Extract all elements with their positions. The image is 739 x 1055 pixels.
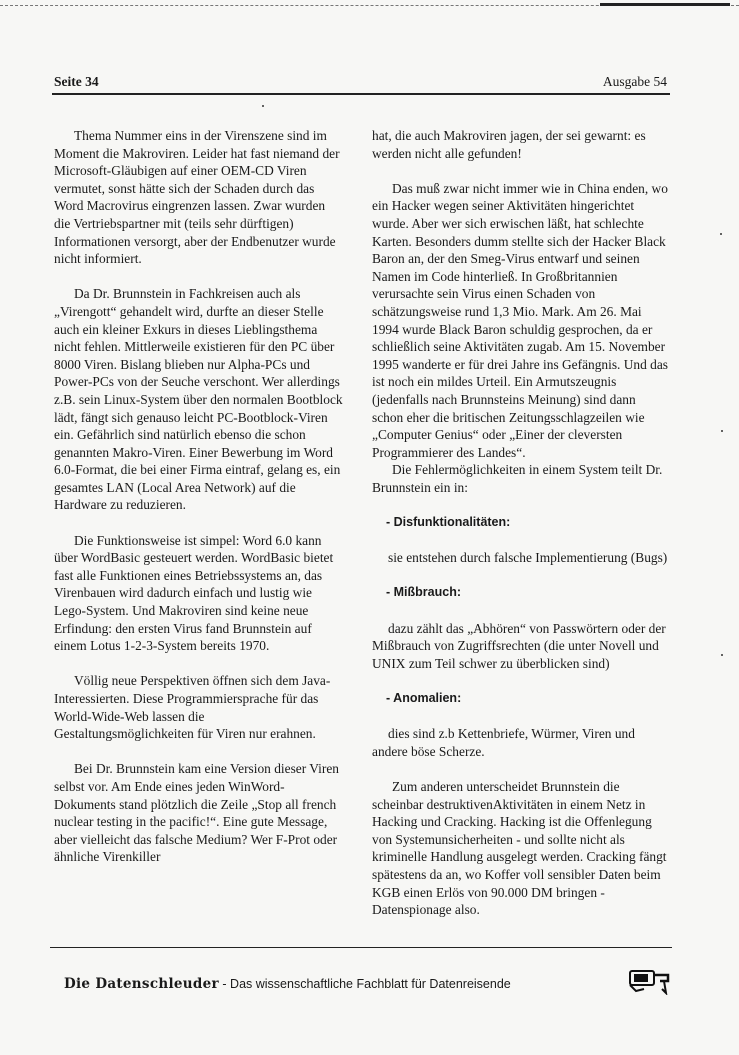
list-item-title: - Disfunktionalitäten: xyxy=(372,514,668,532)
paragraph: Das muß zwar nicht immer wie in China enden, wo ein Hacker wegen seiner Aktivitäten hingerichtet wurde. Aber wer sich erwischen läßt, hat schlechte Karten. Besonders dumm stellte sich der Hacker Black Baron an, der den Smeg-Virus entwarf und seinen Namen im Code hinterließ. In Großbritannien verursachte sein Virus einen Schaden von schätzungsweise rund 1,3 Mio. Mark. Am 26. Mai 1994 wurde Black Baron schuldig gesprochen, da er schließlich seine Aktivitäten zugab. Am 15. November 1995 wanderte er für drei Jahre ins Gefängnis. Und das ist noch ein mildes Urteil. Ein Armutszeugnis (jedenfalls nach Brunnsteins Meinung) sind dann schon eher die britischen Zeitungsschlagzeilen wie „Computer Genius“ oder „Einer der cleversten Programmierer des Landes“. xyxy=(372,180,668,460)
masthead-title: Die Datenschleuder xyxy=(64,976,219,992)
paragraph: Völlig neue Perspektiven öffnen sich dem Java-Interessierten. Diese Programmiersprache für das World-Wide-Web lassen die Gestaltungsmöglichkeiten für Viren nur erahnen. xyxy=(54,673,331,742)
footer-tagline: - Das wissenschaftliche Fachblatt für Datenreisende xyxy=(218,977,511,991)
paragraph: hat, die auch Makroviren jagen, der sei gewarnt: es werden nicht alle gefunden! xyxy=(372,128,646,161)
list-item xyxy=(372,584,668,672)
paragraph: Die Fehlermöglichkeiten in einem System teilt Dr. Brunnstein ein in: xyxy=(372,462,663,495)
paragraph: Thema Nummer eins in der Virenszene sind im Moment die Makroviren. Leider hat fast niemand der Microsoft-Gläubigen auf einer OEM-CD Viren vermutet, sonst hätte sich der Schaden durch das Word Macrovirus eingrenzen lassen. Zwar wurden die Vertriebspartner mit (teils sehr dürftigen) Informationen versorgt, aber der Endbenutzer wurde nicht informiert. xyxy=(54,128,340,267)
list-item xyxy=(372,514,668,567)
scan-speck xyxy=(262,105,264,107)
top-border-bold xyxy=(600,3,730,6)
chaos-computer-club-logo-icon xyxy=(628,965,674,995)
right-column xyxy=(372,127,668,936)
list-item-title: - Anomalien: xyxy=(372,690,668,708)
scan-speck xyxy=(721,654,723,656)
header-rule xyxy=(52,93,670,95)
paragraph: Bei Dr. Brunnstein kam eine Version dieser Viren selbst vor. Am Ende eines jeden WinWord-Dokuments stand plötzlich die Zeile „Stop all french nuclear testing in the pacific!“. Eine gute Message, aber vielleicht das falsche Medium? Wer F-Prot oder ähnliche Virenkiller xyxy=(54,761,339,865)
list-item xyxy=(372,690,668,760)
page-number: Seite 34 xyxy=(54,74,99,89)
list-item-text: dazu zählt das „Abhören“ von Passwörtern oder der Mißbrauch von Zugriffsrechten (die unter Novell und UNIX zum Teil schwer zu überblicken sind) xyxy=(372,620,666,671)
paragraph: Die Funktionsweise ist simpel: Word 6.0 kann über WordBasic gesteuert werden. WordBasic bietet fast alle Funktionen eines Betriebssystems an, das Virenbauen wird dadurch einfach und lustig wie Lego-System. Und Makroviren sind keine neue Erfindung: den ersten Virus fand Brunnstein auf einem Lotus 1-2-3-System bereits 1970. xyxy=(54,532,334,654)
list-item-text: sie entstehen durch falsche Implementierung (Bugs) xyxy=(388,550,668,566)
scan-speck xyxy=(720,233,722,235)
footer xyxy=(64,976,511,992)
footer-rule xyxy=(50,947,672,948)
list-item-text: dies sind z.b Kettenbriefe, Würmer, Viren und andere böse Scherze. xyxy=(372,726,635,759)
paragraph: Zum anderen unterscheidet Brunnstein die scheinbar destruktivenAktivitäten in einem Netz in Hacking und Cracking. Hacking ist die Offenlegung von Systemunsicherheiten - und sollte nicht als kriminelle Handlung ausgelegt werden. Cracking fängt spätestens da an, wo Koffer voll sensibler Daten beim KGB einen Erlös von 90.000 DM bringen -Datenspionage also. xyxy=(372,778,667,918)
left-column xyxy=(54,127,344,884)
paragraph: Da Dr. Brunnstein in Fachkreisen auch als „Virengott“ gehandelt wird, durfte an dieser Stelle auch ein kleiner Exkurs in dieses Lieblingsthema nicht fehlen. Mittlerweile existieren für den PC über 8000 Viren. Bislang blieben nur Alpha-PCs und Power-PCs von der Seuche verschont. Wer allerdings z.B. sein Linux-System über den normalen Bootblock lädt, fängt sich genauso leicht PC-Bootblock-Viren ein. Gefährlich sind natürlich ebenso die schon genannten Makro-Viren. Einer Bewerbung im Word 6.0-Format, die bei einer Firma eintraf, gelang es, ein gesamtes LAN (Local Area Network) auf die Hardware zu reduzieren. xyxy=(54,286,343,513)
list-item-title: - Mißbrauch: xyxy=(372,584,668,602)
scan-speck xyxy=(721,430,723,432)
issue-number: Ausgabe 54 xyxy=(602,74,667,89)
